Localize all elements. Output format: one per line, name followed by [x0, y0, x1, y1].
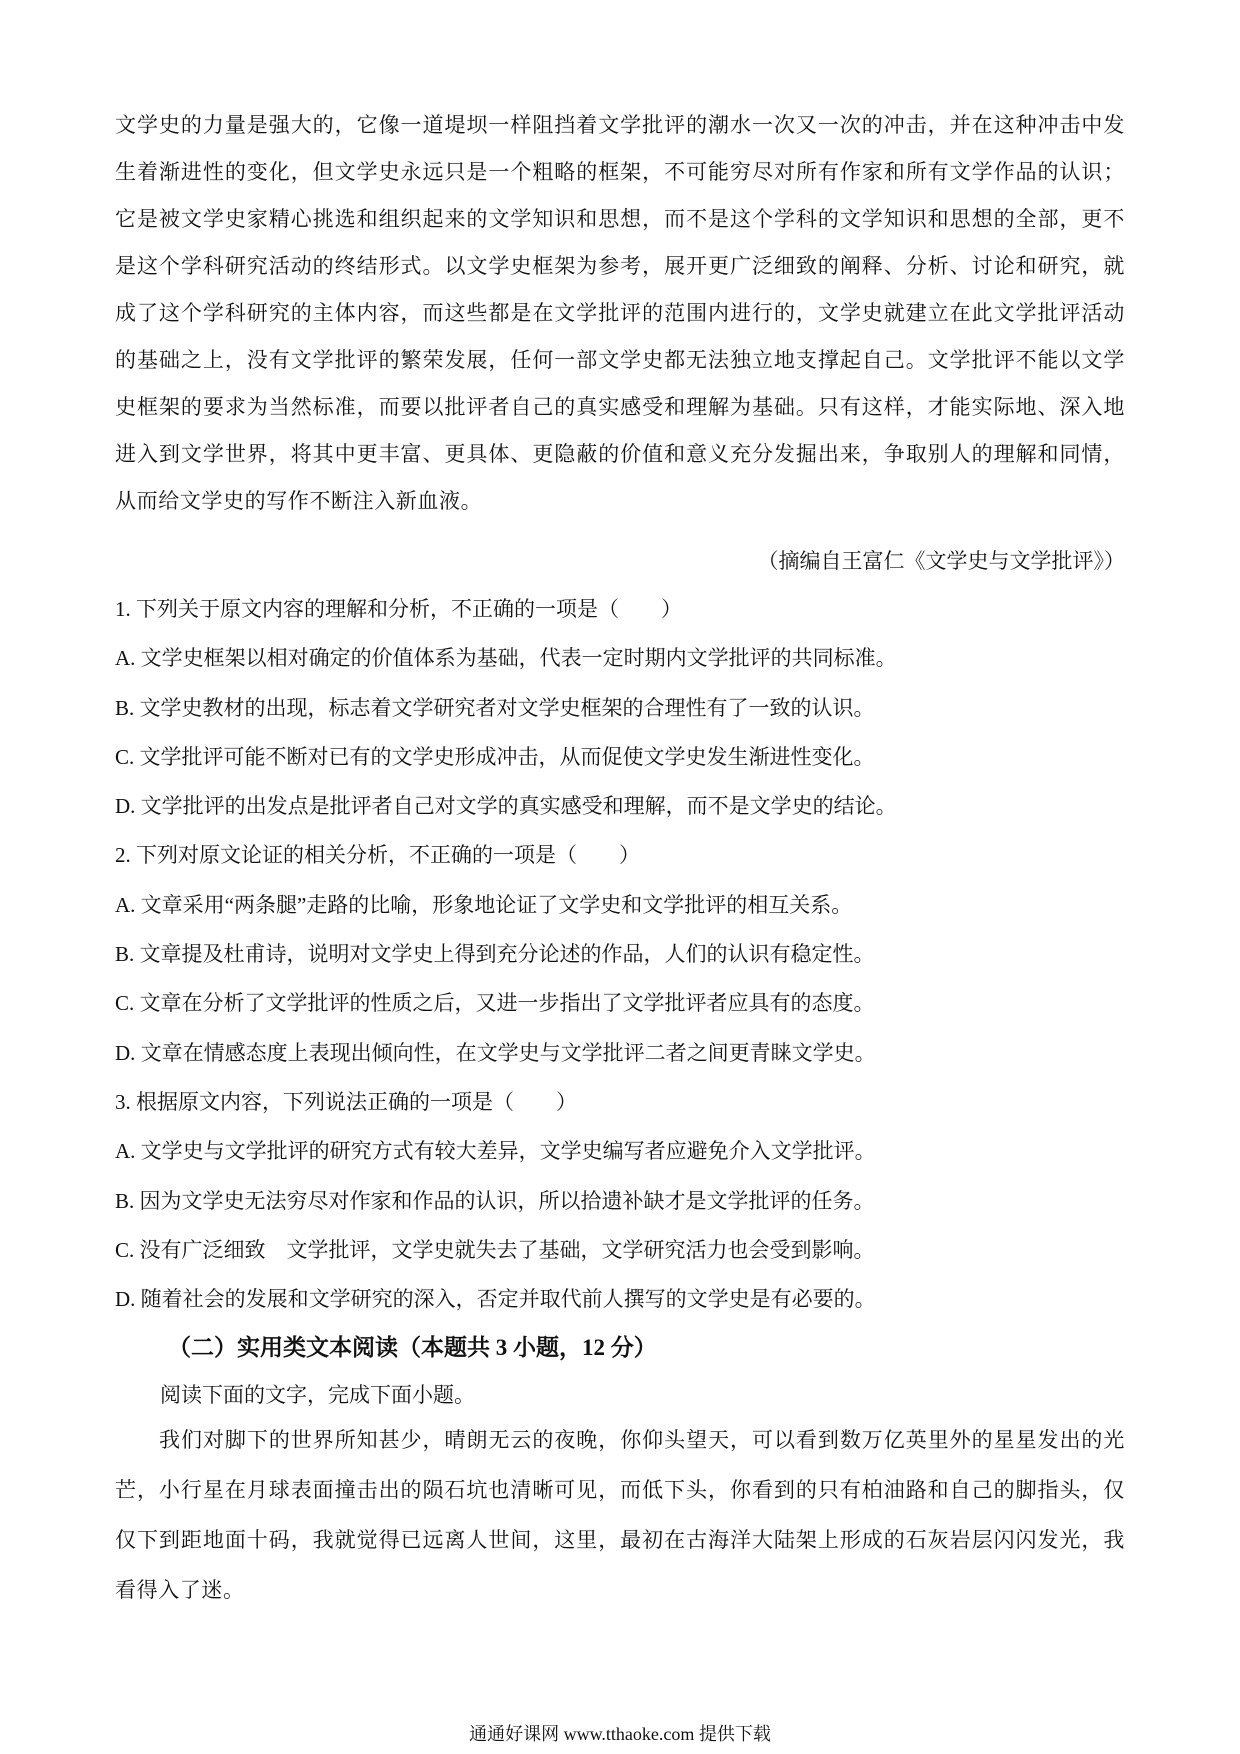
question-2-option-a: A. 文章采用“两条腿”走路的比喻，形象地论证了文学史和文学批评的相互关系。 [115, 892, 853, 917]
question-3-option-b: B. 因为文学史无法穷尽对作家和作品的认识，所以拾遗补缺才是文学批评的任务。 [115, 1188, 875, 1213]
question-3-option-c: C. 没有广泛细致 文学批评，文学史就失去了基础，文学研究活力也会受到影响。 [115, 1237, 875, 1262]
question-1-option-d: D. 文学批评的出发点是批评者自己对文学的真实感受和理解，而不是文学史的结论。 [115, 794, 897, 819]
question-2-option-c: C. 文章在分析了文学批评的性质之后，又进一步指出了文学批评者应具有的态度。 [115, 991, 875, 1016]
section-2-passage-text: 我们对脚下的世界所知甚少，晴朗无云的夜晚，你仰头望天，可以看到数万亿英里外的星星发出的光芒，小行星在月球表面撞击出的陨石坑也清晰可见，而低下头，你看到的只有柏油路和自己的脚指头，仅仅下到距地面十码，我就觉得已远离人世间，这里，最初在古海洋大陆架上形成的石灰岩层闪闪发光，我看得入了迷。 [115, 1428, 1125, 1602]
question-1-option-c: C. 文学批评可能不断对已有的文学史形成冲击，从而促使文学史发生渐进性变化。 [115, 744, 875, 769]
passage-text: 文学史的力量是强大的，它像一道堤坝一样阻挡着文学批评的潮水一次又一次的冲击，并在这种冲击中发生着渐进性的变化，但文学史永远只是一个粗略的框架，不可能穷尽对所有作家和所有文学作品的认识；它是被文学史家精心挑选和组织起来的文学知识和思想，而不是这个学科的文学知识和思想的全部，更不是这个学科研究活动的终结形式。以文学史框架为参考，展开更广泛细致的阐释、分析、讨论和研究，就成了这个学科研究的主体内容，而这些都是在文学批评的范围内进行的，文学史就建立在此文学批评活动的基础之上，没有文学批评的繁荣发展，任何一部文学史都无法独立地支撑起自己。文学批评不能以文学史框架的要求为当然标准，而要以批评者自己的真实感受和理解为基础。只有这样，才能实际地、深入地进入到文学世界，将其中更丰富、更具体、更隐蔽的价值和意义充分发掘出来，争取别人的理解和同情，从而给文学史的写作不断注入新血液。 [115, 113, 1125, 513]
question-1-option-b: B. 文学史教材的出现，标志着文学研究者对文学史框架的合理性有了一致的认识。 [115, 695, 875, 720]
question-2-option-b: B. 文章提及杜甫诗，说明对文学史上得到充分论述的作品，人们的认识有稳定性。 [115, 942, 875, 967]
question-3-option-a: A. 文学史与文学批评的研究方式有较大差异，文学史编写者应避免介入文学批评。 [115, 1139, 876, 1164]
question-3-stem: 3. 根据原文内容，下列说法正确的一项是（ ） [115, 1089, 577, 1114]
question-2-option-d: D. 文章在情感态度上表现出倾向性，在文学史与文学批评二者之间更青睐文学史。 [115, 1040, 876, 1065]
question-1-stem: 1. 下列关于原文内容的理解和分析，不正确的一项是（ ） [115, 597, 682, 621]
question-3-option-d: D. 随着社会的发展和文学研究的深入，否定并取代前人撰写的文学史是有必要的。 [115, 1287, 876, 1312]
page-footer: 通通好课网 www.tthaoke.com 提供下载 [469, 1724, 771, 1744]
question-1-option-a: A. 文学史框架以相对确定的价值体系为基础，代表一定时期内文学批评的共同标准。 [115, 646, 897, 671]
passage-source: （摘编自王富仁《文学史与文学批评》） [757, 549, 1125, 573]
question-2-stem: 2. 下列对原文论证的相关分析，不正确的一项是（ ） [115, 843, 640, 868]
question-list [115, 585, 1125, 1324]
section-2-instruction: 阅读下面的文字，完成下面小题。 [160, 1383, 475, 1407]
section-2-title: （二）实用类文本阅读（本题共 3 小题，12 分） [168, 1335, 657, 1360]
